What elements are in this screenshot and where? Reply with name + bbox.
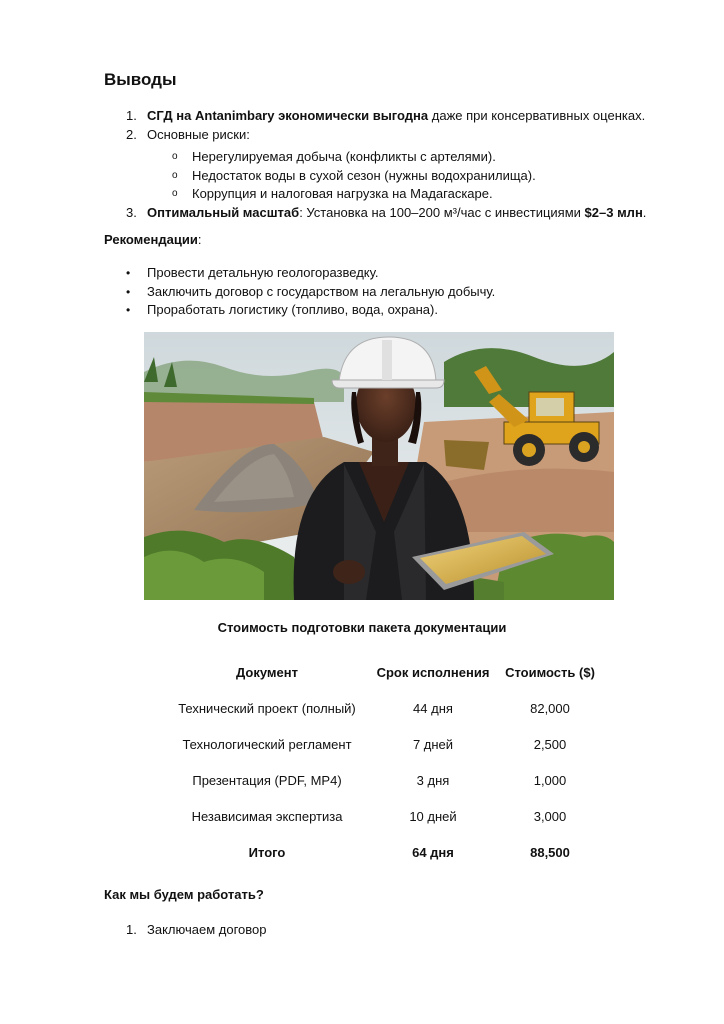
- conclusions-list: [104, 107, 684, 222]
- conclusion-1-bold: СГД на Antanimbary экономически выгодна: [147, 108, 429, 123]
- conclusions-heading: Выводы: [104, 70, 177, 89]
- recommendation-item: • Провести детальную геологоразведку.: [104, 264, 684, 283]
- table-row: Технологический регламент 7 дней 2,500: [182, 737, 567, 752]
- circle-bullet-icon: o: [172, 188, 178, 199]
- cost-table: [0, 660, 724, 876]
- illustration-svg: [144, 332, 614, 600]
- bullet-icon: •: [126, 284, 131, 299]
- table-row: Презентация (PDF, MP4) 3 дня 1,000: [192, 773, 567, 788]
- list-number: 1.: [126, 108, 137, 123]
- risk-item: o Нерегулируемая добыча (конфликты с артелями).: [104, 148, 684, 167]
- circle-bullet-icon: o: [172, 151, 178, 162]
- table-caption: Стоимость подготовки пакета документации: [217, 620, 507, 635]
- column-header: Стоимость ($): [505, 665, 595, 680]
- conclusion-item-1: [104, 107, 684, 126]
- conclusion-1-text: даже при консервативных оценках.: [428, 108, 646, 123]
- table-row: Независимая экспертиза 10 дней 3,000: [191, 809, 567, 824]
- how-we-work-list: [104, 921, 604, 940]
- column-header: Документ: [236, 665, 298, 680]
- how-we-work-heading: Как мы будем работать?: [104, 887, 264, 902]
- bullet-icon: •: [126, 303, 131, 317]
- recommendations-heading: Рекомендации:: [104, 232, 202, 247]
- conclusion-item-3: 3. Оптимальный масштаб: Установка на 100–200 м³/час с инвестициями $2–3 млн.: [104, 204, 684, 223]
- list-item: 1. Заключаем договор: [104, 921, 604, 940]
- list-number: 1.: [126, 922, 137, 937]
- list-number: 2.: [126, 126, 137, 142]
- table-header-row: [0, 660, 724, 696]
- conclusion-2-text: Основные риски:: [147, 126, 250, 142]
- risk-item: o Недостаток воды в сухой сезон (нужны водохранилища).: [104, 167, 684, 186]
- list-number: 3.: [126, 204, 137, 220]
- investment-amount: $2–3 млн: [584, 204, 643, 220]
- risk-item: o Коррупция и налоговая нагрузка на Мадагаскаре.: [104, 185, 684, 204]
- table-row: Технический проект (полный) 44 дня 82,000: [178, 701, 570, 716]
- conclusion-item-2: [104, 126, 684, 145]
- bullet-icon: •: [126, 266, 131, 280]
- recommendations-list: [104, 264, 684, 320]
- circle-bullet-icon: o: [172, 169, 178, 181]
- conclusion-3-bold: Оптимальный масштаб: [147, 204, 300, 220]
- column-header: Срок исполнения: [376, 665, 490, 680]
- mining-site-illustration: [144, 332, 614, 600]
- recommendation-item: • Заключить договор с государством на легальную добычу.: [104, 283, 684, 302]
- recommendation-item: • Проработать логистику (топливо, вода, охрана).: [104, 301, 684, 320]
- table-total-row: Итого 64 дня 88,500: [248, 845, 570, 860]
